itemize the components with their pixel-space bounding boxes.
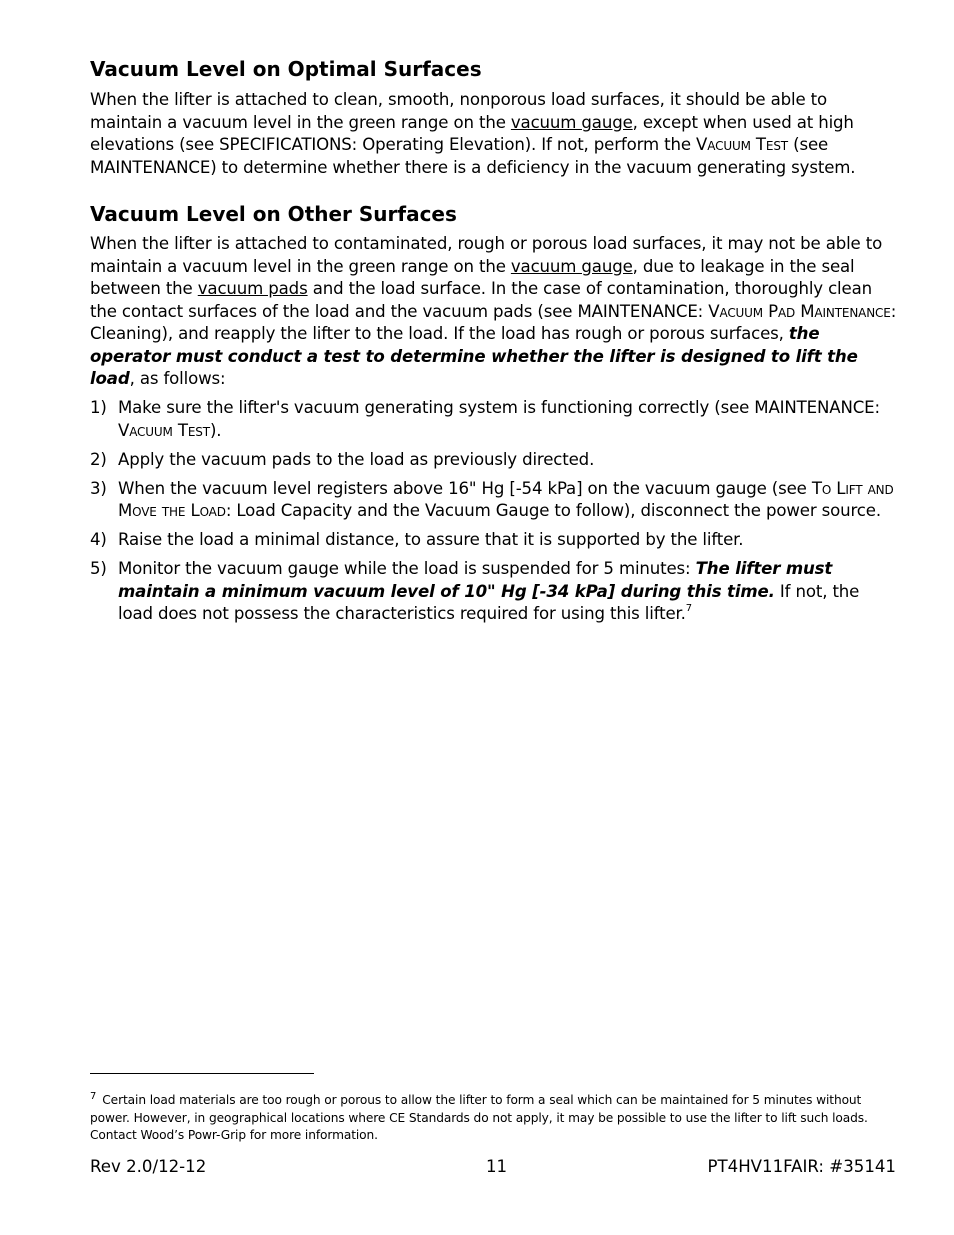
- text-run: (see MAINTENANCE) to determine whether there is a deficiency in the vacuum generating system.: [90, 135, 856, 177]
- vacuum-gauge-link[interactable]: vacuum gauge: [510, 112, 633, 132]
- vacuum-test-reference: Vacuum Test: [118, 420, 210, 440]
- footnote-mark: 7: [90, 1091, 97, 1102]
- document-id: PT4HV11FAIR: #35141: [707, 1157, 896, 1176]
- text-run: If not, the load does not possess the characteristics required for using this lifter.: [118, 581, 860, 623]
- text-run: and the load surface. In the case of contamination, thoroughly clean the contact surfaces of the load and the vacuum pads (see MAINTENANCE:: [90, 279, 872, 321]
- text-run: Monitor the vacuum gauge while the load is suspended for 5 minutes:: [118, 559, 696, 578]
- text-run: When the lifter is attached to clean, smooth, nonporous load surfaces, it should be able to maintain a vacuum level in the green range on the: [90, 90, 827, 132]
- footnote-reference[interactable]: 7: [685, 603, 693, 614]
- list-item: [90, 449, 898, 472]
- step-number: 2): [90, 449, 107, 469]
- vacuum-gauge-link[interactable]: vacuum gauge: [510, 256, 633, 276]
- text-run: Make sure the lifter's vacuum generating system is functioning correctly (see MAINTENANCE:: [118, 398, 880, 417]
- text-run: : Cleaning), and reapply the lifter to the load. If the load has rough or porous surfaces,: [90, 301, 897, 343]
- vacuum-pad-maintenance-reference: Vacuum Pad Maintenance: [708, 301, 891, 321]
- list-item: [90, 397, 898, 442]
- step-number: 1): [90, 398, 107, 417]
- list-item: [90, 529, 898, 552]
- footnote-text: Certain load materials are too rough or porous to allow the lifter to form a seal which can be maintained for 5 minutes without power. However, in geographical locations where CE Standards do not apply, it may be possible to use the lifter to lift such loads. Contact Wood’s Powr-Grip for more information.: [90, 1093, 868, 1142]
- text-run: : Load Capacity and the Vacuum Gauge to follow), disconnect the power source.: [225, 501, 881, 520]
- revision-label: Rev 2.0/12-12: [90, 1157, 207, 1176]
- page-footer: [90, 1156, 896, 1180]
- footnote: [90, 1088, 902, 1145]
- section-heading-other-surfaces: Vacuum Level on Other Surfaces: [90, 202, 457, 226]
- list-item: [90, 478, 898, 523]
- paragraph-other-surfaces: [90, 233, 898, 391]
- text-run: When the vacuum level registers above 16" Hg [-54 kPa] on the vacuum gauge (see: [118, 478, 812, 498]
- page-number: 11: [486, 1157, 508, 1176]
- text-run: When the lifter is attached to contaminated, rough or porous load surfaces, it may not be able to maintain a vacuum level in the green range on the: [90, 234, 883, 276]
- text-run: Raise the load a minimal distance, to assure that it is supported by the lifter.: [118, 530, 744, 549]
- vacuum-pads-link[interactable]: vacuum pads: [197, 279, 308, 298]
- section-heading-optimal-surfaces: Vacuum Level on Optimal Surfaces: [90, 57, 482, 81]
- text-run: Apply the vacuum pads to the load as previously directed.: [118, 449, 595, 469]
- text-run: , except when used at high elevations (see SPECIFICATIONS: Operating Elevation). If not, perform the: [90, 112, 854, 154]
- paragraph-optimal-surfaces: [90, 89, 898, 179]
- emphasis-minimum-vacuum: The lifter must maintain a minimum vacuum level of 10" Hg [-34 kPa] during this time.: [118, 559, 833, 601]
- list-item: [90, 558, 898, 626]
- text-run: , due to leakage in the seal between the: [90, 256, 855, 298]
- footnote-divider: [90, 1073, 314, 1074]
- emphasis-operator-test: the operator must conduct a test to determine whether the lifter is designed to lift the load: [90, 324, 858, 388]
- vacuum-test-reference: Vacuum Test: [696, 135, 788, 154]
- step-number: 4): [90, 530, 107, 549]
- text-run: ).: [209, 420, 222, 440]
- step-number: 5): [90, 559, 107, 578]
- test-procedure-list: [90, 397, 898, 632]
- to-lift-and-move-reference: To Lift and Move the Load: [118, 478, 894, 520]
- step-number: 3): [90, 478, 107, 498]
- text-run: , as follows:: [129, 369, 226, 388]
